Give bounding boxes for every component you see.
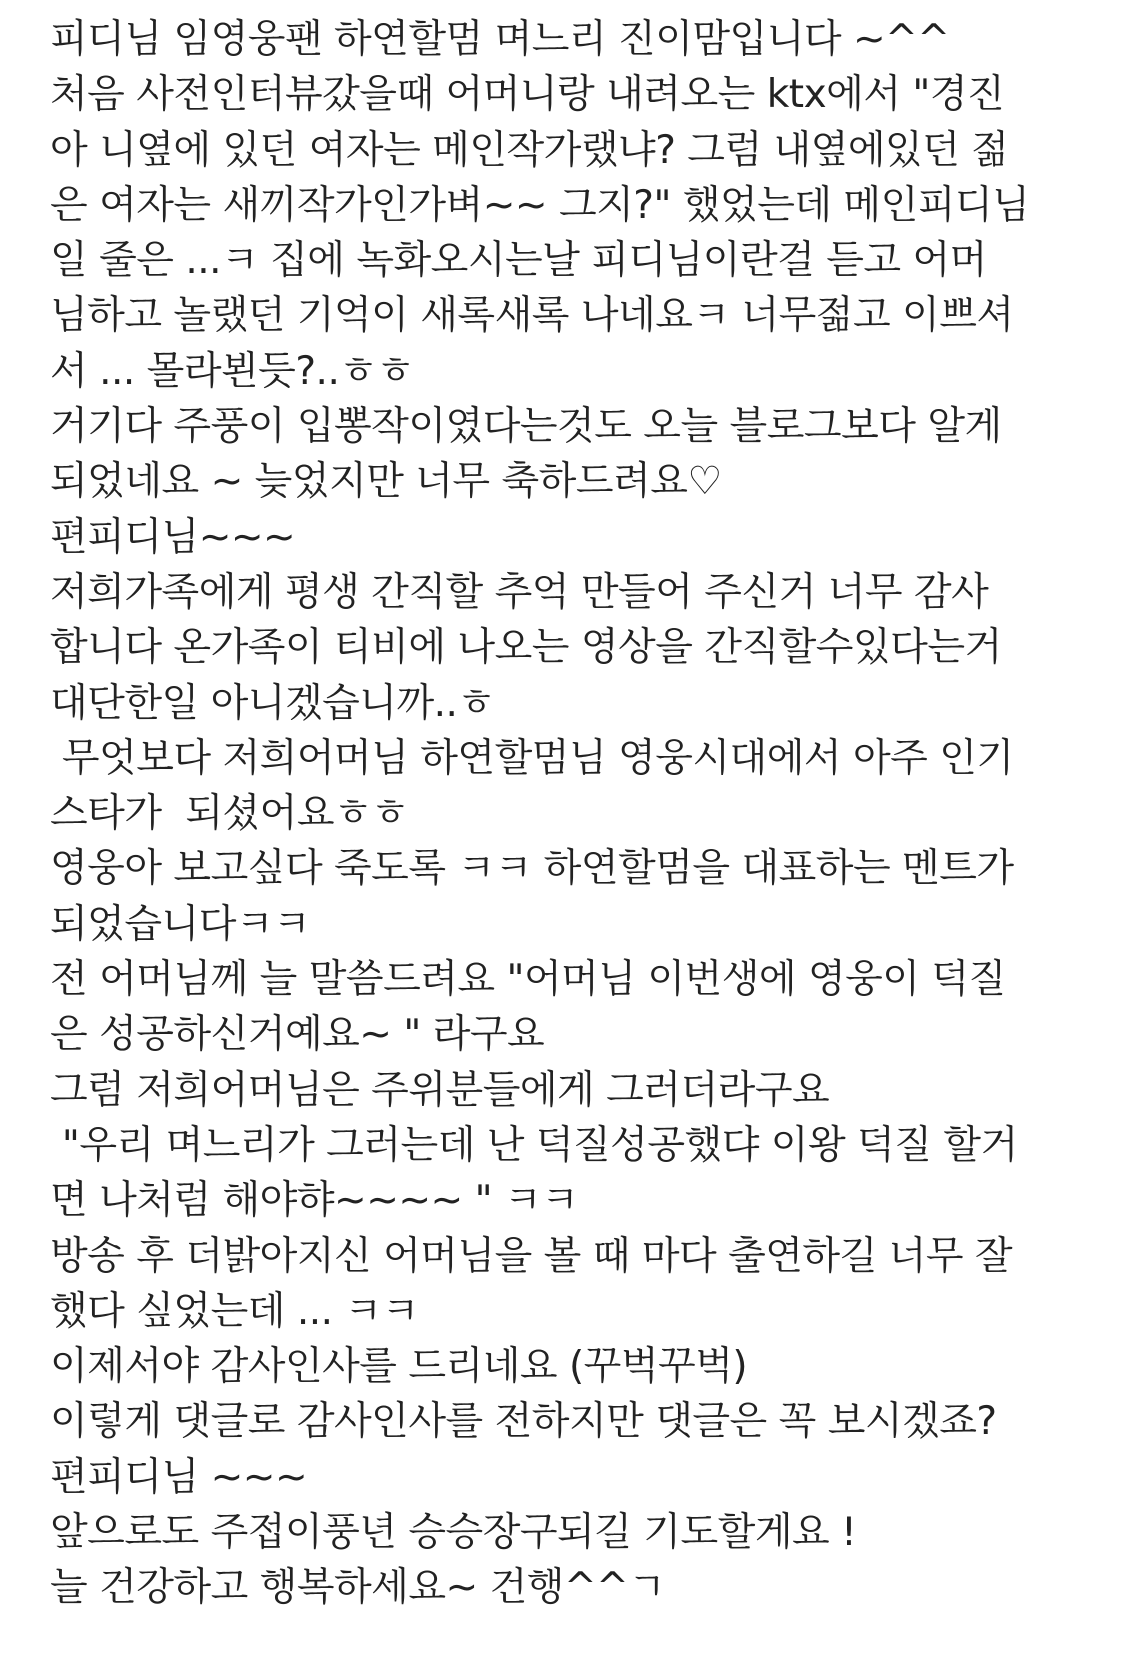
comment-line: 늘 건강하고 행복하세요~ 건행^^ㄱ xyxy=(50,1565,666,1611)
comment-line: 무엇보다 저희어머님 하연할멈님 영웅시대에서 아주 인기 xyxy=(50,735,1014,781)
comment-line: 은 여자는 새끼작가인가벼~~ 그지?" 했었는데 메인피디님 xyxy=(50,182,1030,228)
comment-line: 피디님 임영웅팬 하연할멈 며느리 진이맘입니다 ~^^ xyxy=(50,17,950,62)
comment-line: 그럼 저희어머님은 주위분들에게 그러더라구요 xyxy=(50,1067,830,1113)
comment-line: 저희가족에게 평생 간직할 추억 만들어 주신거 너무 감사 xyxy=(50,569,989,615)
comment-line: 서 ... 몰라뵌듯?..ㅎㅎ xyxy=(50,348,414,394)
comment-line: 대단한일 아니겠습니까..ㅎ xyxy=(50,680,495,726)
comment-line: 합니다 온가족이 티비에 나오는 영상을 간직할수있다는거 xyxy=(50,625,1002,671)
comment-line: 편피디님~~~ xyxy=(50,514,296,560)
comment-line: 되었네요 ~ 늦었지만 너무 축하드려요♡ xyxy=(50,459,722,505)
comment-line: "우리 며느리가 그러는데 난 덕질성공했댜 이왕 덕질 할거 xyxy=(50,1122,1018,1168)
comment-line: 되었습니다ㅋㅋ xyxy=(50,901,311,947)
comment-line: 방송 후 더밝아지신 어머님을 볼 때 마다 출연하길 너무 잘 xyxy=(50,1233,1013,1279)
comment-line: 이렇게 댓글로 감사인사를 전하지만 댓글은 꼭 보시겠죠? xyxy=(50,1399,997,1445)
comment-body xyxy=(50,12,1110,1616)
comment-line: 앞으로도 주접이풍년 승승장구되길 기도할게요 ! xyxy=(50,1510,857,1556)
comment-line: 영웅아 보고싶다 죽도록 ㅋㅋ 하연할멈을 대표하는 멘트가 xyxy=(50,846,1014,892)
comment-line: 이제서야 감사인사를 드리네요 (꾸벅꾸벅) xyxy=(50,1344,748,1390)
comment-line: 스타가 되셨어요ㅎㅎ xyxy=(50,791,409,837)
comment-line: 처음 사전인터뷰갔을때 어머니랑 내려오는 ktx에서 "경진 xyxy=(50,72,1005,118)
comment-line: 했다 싶었는데 ... ㅋㅋ xyxy=(50,1288,419,1334)
comment-line: 면 나처럼 해야햐~~~~ " ㅋㅋ xyxy=(50,1178,579,1224)
comment-line: 편피디님 ~~~ xyxy=(50,1454,308,1500)
comment-line: 거기다 주풍이 입뽕작이였다는것도 오늘 블로그보다 알게 xyxy=(50,404,1002,450)
comment-line: 은 성공하신거예요~ " 라구요 xyxy=(50,1012,545,1058)
comment-line: 일 줄은 ...ㅋ 집에 녹화오시는날 피디님이란걸 듣고 어머 xyxy=(50,238,987,284)
comment-line: 님하고 놀랬던 기억이 새록새록 나네요ㅋ 너무젊고 이쁘셔 xyxy=(50,293,1014,339)
comment-line: 아 니옆에 있던 여자는 메인작가랬냐? 그럼 내옆에있던 젊 xyxy=(50,127,1009,173)
comment-line: 전 어머님께 늘 말씀드려요 "어머님 이번생에 영웅이 덕질 xyxy=(50,957,1006,1003)
